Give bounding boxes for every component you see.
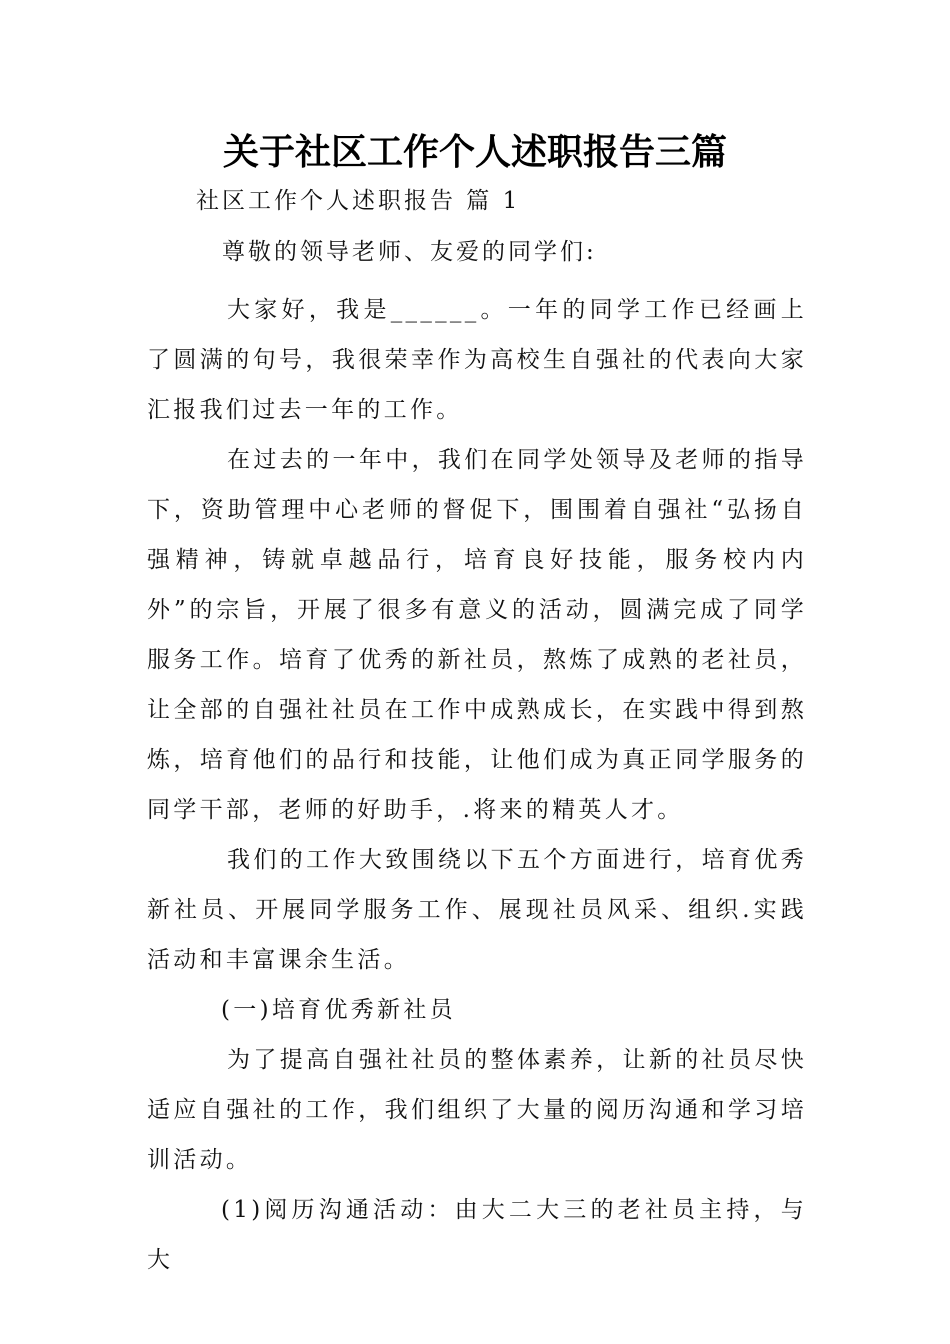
document-body [147,285,807,1285]
paragraph-past-year: 在过去的一年中，我们在同学处领导及老师的指导下，资助管理中心老师的督促下，围围着自强社“弘扬自强精神，铸就卓越品行，培育良好技能，服务校内内外”的宗旨，开展了很多有意义的活动，圆满完成了同学服务工作。培育了优秀的新社员，熬炼了成熟的老社员，让全部的自强社社员在工作中成熟成长，在实践中得到熬炼，培育他们的品行和技能，让他们成为真正同学服务的同学干部，老师的好助手，.将来的精英人才。 [147,447,807,823]
paragraph-intro: 大家好，我是______。一年的同学工作已经画上了圆满的句号，我很荣幸作为高校生自强社的代表向大家汇报我们过去一年的工作。 [147,297,807,423]
paragraph-five-aspects: 我们的工作大致围绕以下五个方面进行，培育优秀新社员、开展同学服务工作、展现社员风采、组织.实践活动和丰富课余生活。 [147,847,807,973]
paragraph-exchange: (1)阅历沟通活动：由大二大三的老社员主持，与大 [147,1197,807,1273]
paragraph-training: 为了提高自强社社员的整体素养，让新的社员尽快适应自强社的工作，我们组织了大量的阅历沟通和学习培训活动。 [147,1047,807,1173]
section-heading: (一)培育优秀新社员 [221,997,456,1023]
salutation: 尊敬的领导老师、友爱的同学们: [222,239,597,265]
document-title: 关于社区工作个人述职报告三篇 [222,132,727,173]
section-subtitle: 社区工作个人述职报告 篇 1 [196,188,521,214]
